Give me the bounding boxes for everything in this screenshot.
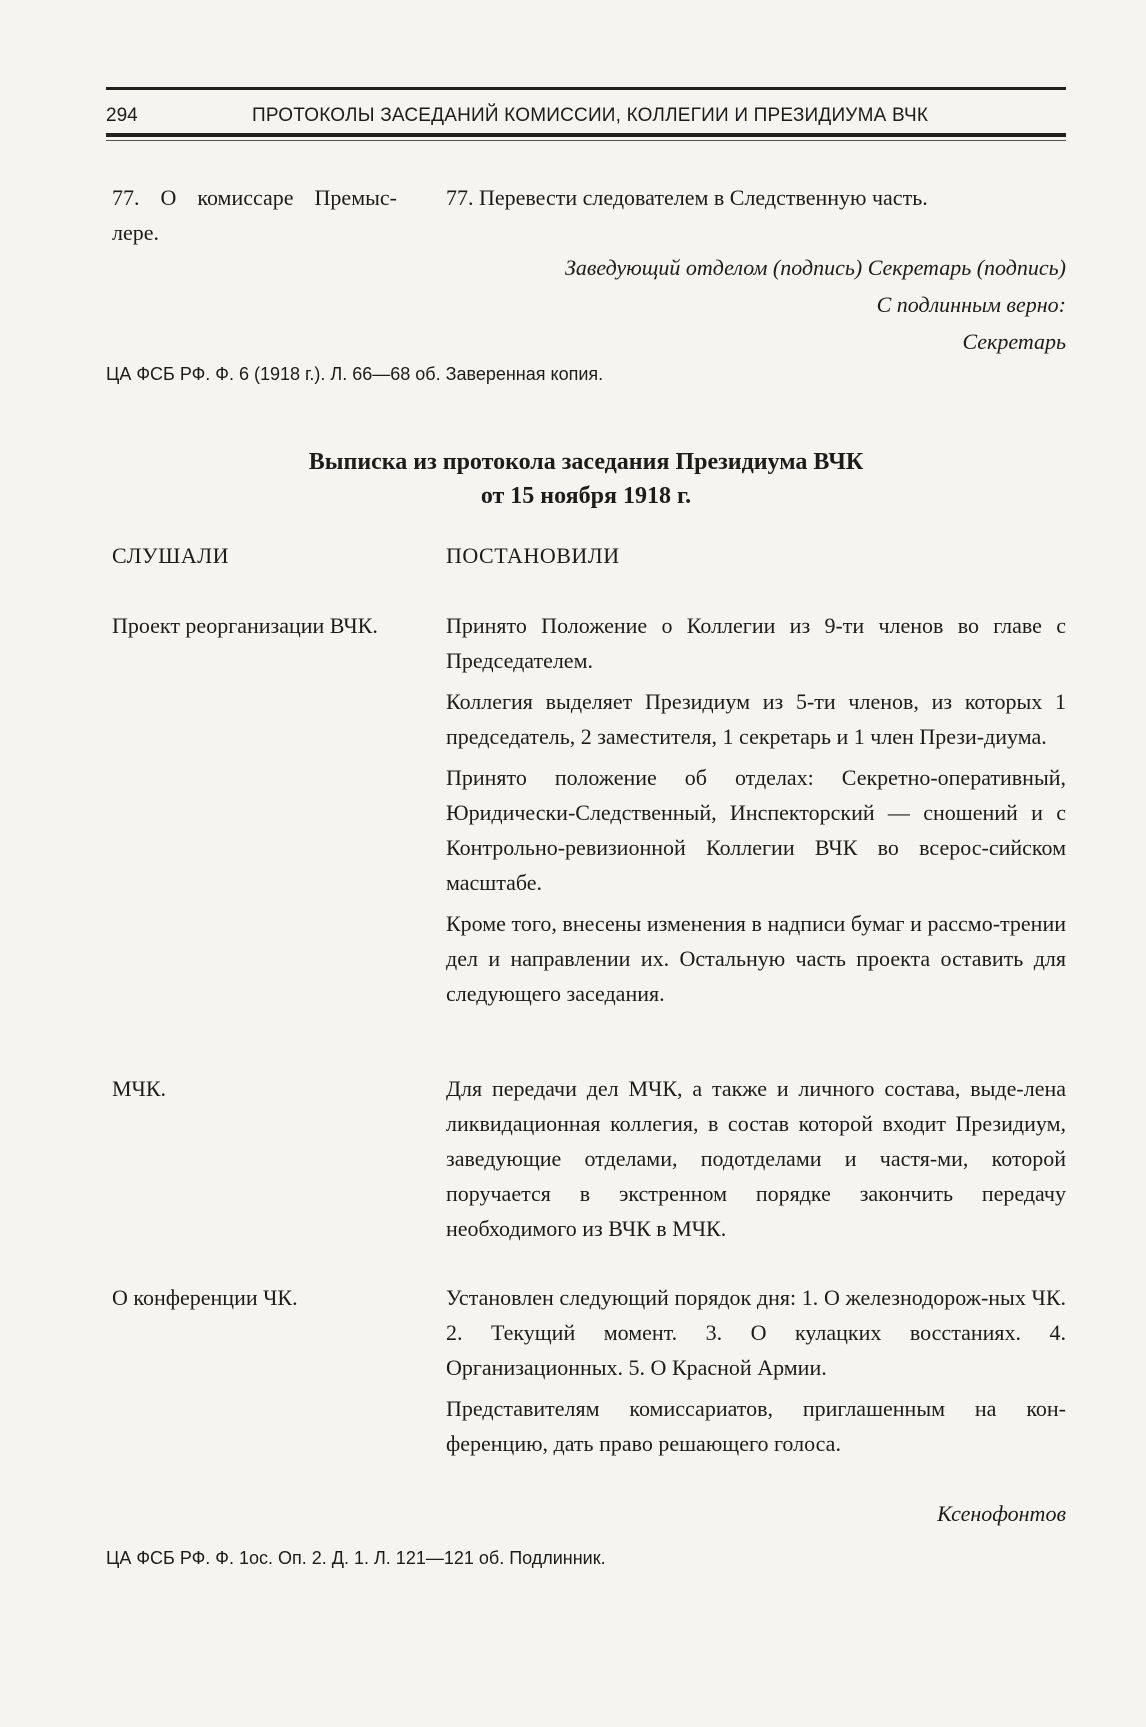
column-resolved: ПОСТАНОВИЛИ xyxy=(446,543,620,568)
row1-resolved xyxy=(446,608,1066,1017)
item77-left-text: 77. О комиссаре Премыс-лере. xyxy=(112,185,397,245)
row1-para4: Кроме того, внесены изменения в надписи бумаг и рассмо-трении дел и направлении их. Остальную часть проекта оставить для следующего заседания. xyxy=(446,911,1066,1006)
row3-para1: Установлен следующий порядок дня: 1. О железнодорож-ных ЧК. 2. Текущий момент. 3. О кулацких восстаниях. 4. Организационных. 5. О Красной Армии. xyxy=(446,1285,1066,1380)
running-title: ПРОТОКОЛЫ ЗАСЕДАНИЙ КОМИССИИ, КОЛЛЕГИИ И ПРЕЗИДИУМА ВЧК xyxy=(252,105,929,126)
row3-resolved xyxy=(446,1280,1066,1467)
page-number: 294 xyxy=(106,105,138,126)
column-heard: СЛУШАЛИ xyxy=(112,543,230,568)
item77-left xyxy=(112,180,397,250)
row1-heard xyxy=(112,608,402,643)
item77-right: 77. Перевести следователем в Следственную часть. xyxy=(446,185,928,210)
row1-para2: Коллегия выделяет Президиум из 5-ти членов, из которых 1 председатель, 2 заместителя, 1 секретарь и 1 член Прези-диума. xyxy=(446,689,1066,749)
document-title: Выписка из протокола заседания Президиума ВЧК xyxy=(308,449,864,475)
row2-heard-text: МЧК. xyxy=(112,1076,167,1101)
row2-resolved xyxy=(446,1071,1066,1252)
item77-secretary: Секретарь xyxy=(962,329,1066,354)
row3-heard xyxy=(112,1280,402,1315)
signer-name: Ксенофонтов xyxy=(937,1501,1066,1526)
item77-signature: Заведующий отделом (подпись) Секретарь (подпись) xyxy=(564,255,1066,280)
header-bottom-thin-rule xyxy=(106,140,1066,141)
archive-source-1: ЦА ФСБ РФ. Ф. 6 (1918 г.). Л. 66—68 об. Заверенная копия. xyxy=(106,364,604,384)
row3-para2: Представителям комиссариатов, приглашенным на кон-ференцию, дать право решающего голоса. xyxy=(446,1396,1066,1456)
header-top-rule xyxy=(106,87,1066,90)
row2-heard xyxy=(112,1071,402,1106)
header-bottom-rule xyxy=(106,133,1066,137)
row1-para1: Принято Положение о Коллегии из 9-ти членов во главе с Председателем. xyxy=(446,613,1066,673)
row1-para3: Принято положение об отделах: Секретно-оперативный, Юридически-Следственный, Инспекторский — сношений и с Контрольно-ревизионной Коллегии ВЧК во всерос-сийском масштабе. xyxy=(446,765,1066,895)
document-date: от 15 ноября 1918 г. xyxy=(480,483,692,509)
archive-source-2: ЦА ФСБ РФ. Ф. 1ос. Оп. 2. Д. 1. Л. 121—121 об. Подлинник. xyxy=(106,1548,606,1568)
item77-verified: С подлинным верно: xyxy=(876,292,1066,317)
row3-heard-text: О конференции ЧК. xyxy=(112,1285,298,1310)
row2-para1: Для передачи дел МЧК, а также и личного состава, выде-лена ликвидационная коллегия, в состав которой входит Президиум, заведующие отделами, подотделами и частя-ми, которой поручается в экстренном порядке закончить передачу необходимого из ВЧК в МЧК. xyxy=(446,1076,1066,1241)
row1-heard-text: Проект реорганизации ВЧК. xyxy=(112,613,378,638)
